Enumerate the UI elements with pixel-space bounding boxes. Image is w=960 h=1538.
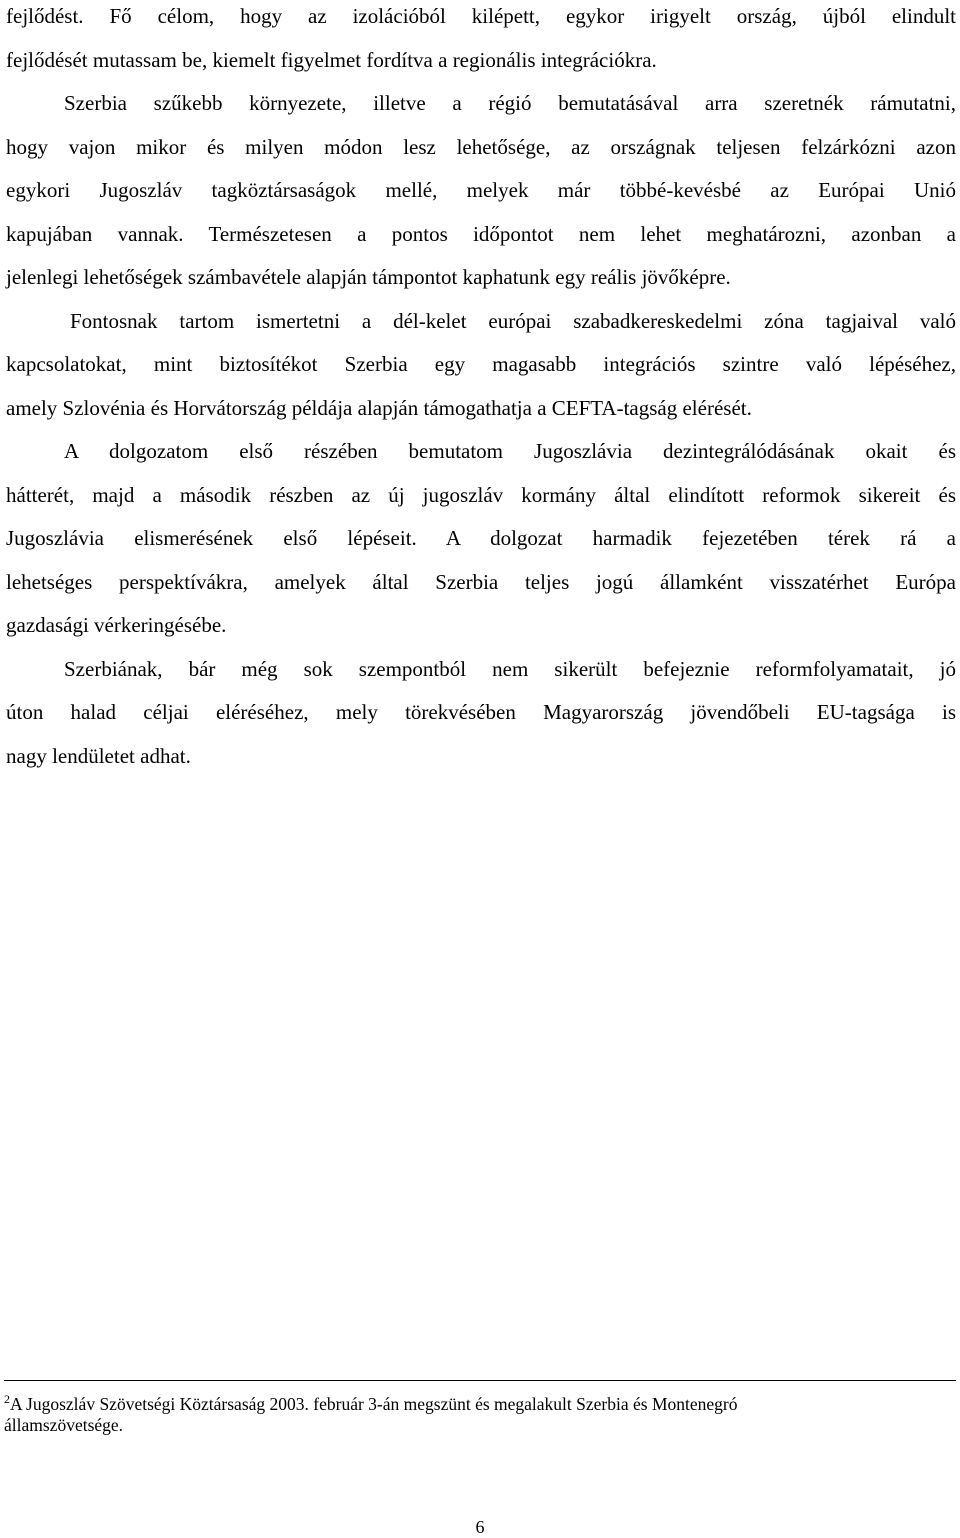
- body-text-line: jelenlegi lehetőségek számbavétele alapján támpontot kaphatunk egy reális jövőképre.: [6, 265, 731, 289]
- page-number: 6: [475, 1517, 485, 1537]
- body-text-line: Fontosnak tartom ismertetni a dél-kelet európai szabadkereskedelmi zóna tagjaival való: [70, 309, 956, 333]
- body-text-line: Szerbiának, bár még sok szempontból nem sikerült befejeznie reformfolyamatait, jó: [64, 657, 956, 681]
- body-text-line: gazdasági vérkeringésébe.: [6, 613, 227, 637]
- body-text-line: kapujában vannak. Természetesen a pontos időpontot nem lehet meghatározni, azonban a: [6, 222, 956, 246]
- body-text-line: nagy lendületet adhat.: [6, 744, 191, 768]
- body-text-line: hátterét, majd a második részben az új jugoszláv kormány által elindított reformok sikereit és: [6, 483, 956, 507]
- body-text-line: Szerbia szűkebb környezete, illetve a régió bemutatásával arra szeretnék rámutatni,: [64, 91, 956, 115]
- body-text-line: Jugoszlávia elismerésének első lépéseit. A dolgozat harmadik fejezetében térek rá a: [6, 526, 956, 550]
- body-text-line: egykori Jugoszláv tagköztársaságok mellé, melyek már többé-kevésbé az Európai Unió: [6, 178, 956, 202]
- footnote-text-line: A Jugoszláv Szövetségi Köztársaság 2003. február 3-án megszünt és megalakult Szerbia és Montenegró: [10, 1394, 738, 1414]
- body-text-line: kapcsolatokat, mint biztosítékot Szerbia egy magasabb integrációs szintre való lépéséhez,: [6, 352, 956, 376]
- footnote-marker: 2: [4, 1392, 10, 1406]
- footnote-separator: [4, 1380, 956, 1381]
- body-text-line: fejlődést. Fő célom, hogy az izolációból kilépett, egykor irigyelt ország, újból elindult: [6, 4, 956, 28]
- body-text-line: fejlődését mutassam be, kiemelt figyelmet fordítva a regionális integrációkra.: [6, 48, 657, 72]
- footnote: [4, 1388, 738, 1415]
- footnote-text-line: államszövetsége.: [4, 1415, 124, 1435]
- body-text-line: amely Szlovénia és Horvátország példája alapján támogathatja a CEFTA-tagság elérését.: [6, 396, 752, 420]
- body-text-line: lehetséges perspektívákra, amelyek által Szerbia teljes jogú államként visszatérhet Európa: [6, 570, 956, 594]
- body-text-line: úton halad céljai eléréséhez, mely törekvésében Magyarország jövendőbeli EU-tagsága is: [6, 700, 956, 724]
- body-text-line: A dolgozatom első részében bemutatom Jugoszlávia dezintegrálódásának okait és: [64, 439, 956, 463]
- body-text-line: hogy vajon mikor és milyen módon lesz lehetősége, az országnak teljesen felzárkózni azon: [6, 135, 956, 159]
